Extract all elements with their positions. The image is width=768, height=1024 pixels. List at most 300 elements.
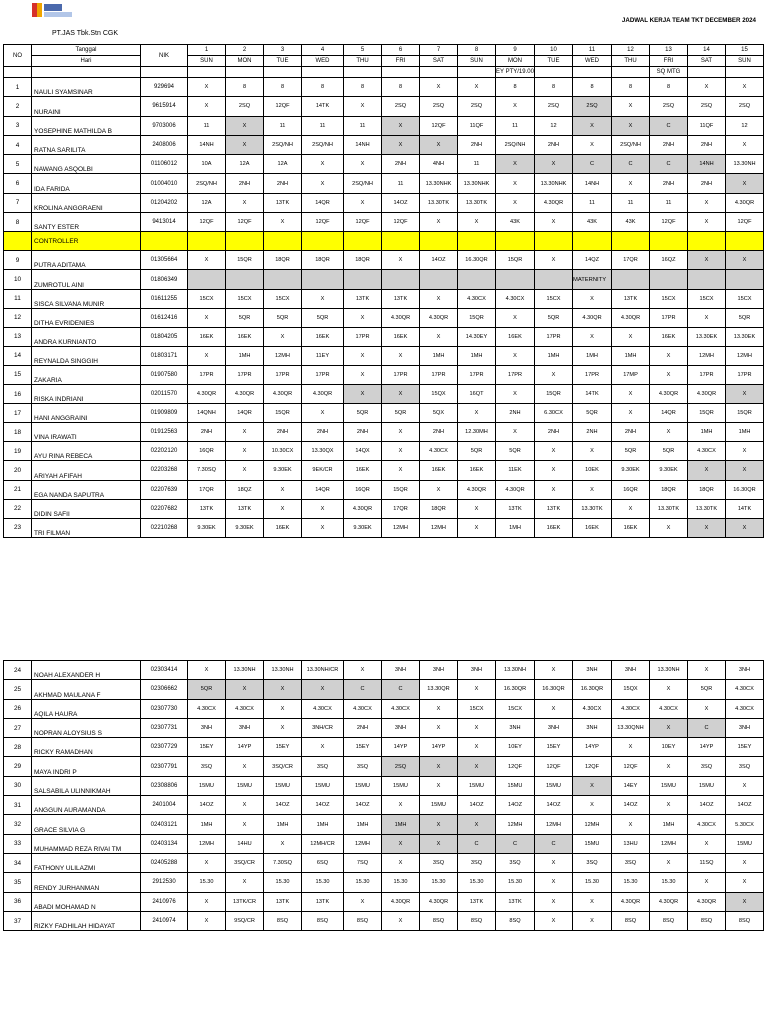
header-note [188, 67, 226, 78]
shift-cell: 3NH [496, 718, 535, 737]
shift-cell: 2SQ [420, 97, 458, 116]
shift-cell: 5.30CX [726, 815, 764, 834]
employee-nik: 01804205 [141, 327, 188, 346]
shift-cell: 14YP [382, 738, 420, 757]
shift-cell: 8 [264, 78, 302, 97]
shift-cell [226, 270, 264, 289]
employee-nik: 02210268 [141, 518, 188, 537]
schedule-row [4, 680, 764, 699]
shift-cell: 4.30CX [573, 699, 612, 718]
shift-cell: X [535, 892, 573, 911]
shift-cell: 4.30CX [650, 699, 688, 718]
shift-cell: X [650, 718, 688, 737]
shift-cell: 13.30QX [302, 442, 344, 461]
employee-name: HANI ANGGRAINI [32, 404, 141, 423]
row-number: 13 [4, 327, 32, 346]
schedule-row [4, 174, 764, 193]
row-number: 32 [4, 815, 32, 834]
shift-cell: 14OZ [382, 193, 420, 212]
schedule-row [4, 442, 764, 461]
shift-cell: 14QZ [573, 251, 612, 270]
shift-cell: 3SQ [302, 757, 344, 776]
shift-cell: 14OZ [344, 796, 382, 815]
shift-cell: 3NH [420, 661, 458, 680]
shift-cell: 14.30EY [458, 327, 496, 346]
shift-cell: 2SQ [382, 757, 420, 776]
row-number: 29 [4, 757, 32, 776]
shift-cell: 3SQ/CR [264, 757, 302, 776]
row-number: 15 [4, 365, 32, 384]
shift-cell: X [344, 661, 382, 680]
shift-cell: 15QR [264, 404, 302, 423]
shift-cell: 14QX [344, 442, 382, 461]
shift-cell: 13.30NHK [420, 174, 458, 193]
shift-cell: 1MH [496, 518, 535, 537]
shift-cell: 11 [344, 116, 382, 135]
shift-cell: X [344, 385, 382, 404]
shift-cell: 2SQ/NH [302, 135, 344, 154]
shift-cell: 2NH [496, 404, 535, 423]
shift-cell: X [302, 155, 344, 174]
shift-cell: 13.30QNH [612, 718, 650, 737]
header-day: SAT [420, 56, 458, 67]
shift-cell: 2SQ [226, 97, 264, 116]
header-date: 5 [344, 45, 382, 56]
shift-cell: 2SQ/NH [612, 135, 650, 154]
row-number: 36 [4, 892, 32, 911]
header-date: 7 [420, 45, 458, 56]
header-note [420, 67, 458, 78]
schedule-row [4, 853, 764, 872]
shift-cell: 15QR [226, 251, 264, 270]
shift-cell: 13TK [382, 289, 420, 308]
shift-cell: X [344, 308, 382, 327]
shift-cell: 14YP [573, 738, 612, 757]
employee-name: ZAKARIA [32, 365, 141, 384]
shift-cell: 2NH [344, 718, 382, 737]
shift-cell: 16QT [458, 385, 496, 404]
shift-cell: 2NH [226, 174, 264, 193]
row-number: 1 [4, 78, 32, 97]
shift-cell: X [382, 251, 420, 270]
shift-cell: 16EK [226, 327, 264, 346]
shift-cell: 12MH [188, 834, 226, 853]
shift-cell: 12QF [420, 116, 458, 135]
shift-cell: X [226, 193, 264, 212]
shift-cell: 3NH [535, 718, 573, 737]
shift-cell: 5QR [496, 442, 535, 461]
shift-cell: 16EK [650, 327, 688, 346]
shift-cell [458, 270, 496, 289]
header-date: 2 [226, 45, 264, 56]
shift-cell: 3NH [726, 661, 764, 680]
shift-cell: 2NH [650, 135, 688, 154]
shift-cell: C [344, 680, 382, 699]
shift-cell: X [688, 213, 726, 232]
shift-cell: 15QR [688, 404, 726, 423]
shift-cell: 15MU [382, 776, 420, 795]
shift-cell: X [458, 499, 496, 518]
employee-nik: 02405288 [141, 853, 188, 872]
shift-cell: X [188, 346, 226, 365]
employee-nik: 2410974 [141, 911, 188, 930]
shift-cell: X [226, 461, 264, 480]
shift-cell: 15CX [650, 289, 688, 308]
shift-cell: 15MU [688, 776, 726, 795]
shift-cell [264, 270, 302, 289]
row-number: 34 [4, 853, 32, 872]
shift-cell: 17PR [420, 365, 458, 384]
shift-cell: X [420, 757, 458, 776]
schedule-row [4, 404, 764, 423]
employee-nik: 02202120 [141, 442, 188, 461]
employee-name: REYNALDA SINGGIH [32, 346, 141, 365]
shift-cell: X [458, 78, 496, 97]
header-day: MON [226, 56, 264, 67]
shift-cell: 6.30CX [535, 404, 573, 423]
shift-cell: 4.30CX [382, 699, 420, 718]
header-date: 13 [650, 45, 688, 56]
shift-cell: 14NH [573, 174, 612, 193]
header-date: 11 [573, 45, 612, 56]
shift-cell: C [688, 718, 726, 737]
employee-name: IDA FARIDA [32, 174, 141, 193]
employee-nik: 02203268 [141, 461, 188, 480]
shift-cell: 3NH [188, 718, 226, 737]
shift-cell: 15.30 [650, 873, 688, 892]
shift-cell: 13.30NH [726, 155, 764, 174]
shift-cell: 17PR [188, 365, 226, 384]
shift-cell: X [420, 289, 458, 308]
shift-cell: 5QR [344, 404, 382, 423]
schedule-row [4, 213, 764, 232]
row-number: 14 [4, 346, 32, 365]
shift-cell: X [496, 155, 535, 174]
header-date: 15 [726, 45, 764, 56]
shift-cell: X [264, 327, 302, 346]
shift-cell: 2SQ/NH [264, 135, 302, 154]
shift-cell: 17QR [382, 499, 420, 518]
row-number: 23 [4, 518, 32, 537]
shift-cell: X [612, 327, 650, 346]
shift-cell: X [612, 174, 650, 193]
schedule-row [4, 718, 764, 737]
shift-cell: 12QF [726, 213, 764, 232]
header-note-cell [141, 67, 188, 78]
shift-cell: 1MH [573, 346, 612, 365]
shift-cell: 9.30EK [344, 518, 382, 537]
shift-cell: 15MU [535, 776, 573, 795]
shift-cell: 1MH [726, 423, 764, 442]
shift-cell: 10EY [496, 738, 535, 757]
schedule-row [4, 289, 764, 308]
row-number: 31 [4, 796, 32, 815]
shift-cell: 7.30SQ [188, 461, 226, 480]
shift-cell: 5QR [382, 404, 420, 423]
shift-cell: 8SQ [650, 911, 688, 930]
schedule-row [4, 385, 764, 404]
employee-nik: 01806349 [141, 270, 188, 289]
shift-cell: X [573, 116, 612, 135]
shift-cell: X [726, 461, 764, 480]
shift-cell: 16.30QR [535, 680, 573, 699]
shift-cell: X [382, 796, 420, 815]
row-number: 9 [4, 251, 32, 270]
shift-cell: 5QX [420, 404, 458, 423]
shift-cell: 9EK/CR [302, 461, 344, 480]
controller-cell [612, 232, 650, 251]
shift-cell: X [382, 442, 420, 461]
schedule-row [4, 518, 764, 537]
shift-cell: 1MH [420, 346, 458, 365]
shift-cell: 15MU [496, 776, 535, 795]
shift-cell: 13.30NH [650, 661, 688, 680]
shift-cell: 14QR [226, 404, 264, 423]
row-number: 5 [4, 155, 32, 174]
shift-cell: 12QF [382, 213, 420, 232]
schedule-row [4, 251, 764, 270]
shift-cell: X [420, 699, 458, 718]
shift-cell: 5QR [458, 442, 496, 461]
shift-cell: X [344, 365, 382, 384]
shift-cell: X [726, 892, 764, 911]
shift-cell: C [458, 834, 496, 853]
shift-cell: 13TK [188, 499, 226, 518]
shift-cell: 15.30 [612, 873, 650, 892]
shift-cell: X [688, 518, 726, 537]
shift-cell: X [458, 680, 496, 699]
employee-nik: 01612416 [141, 308, 188, 327]
shift-cell: X [188, 661, 226, 680]
row-number: 6 [4, 174, 32, 193]
shift-cell: 2NH [458, 135, 496, 154]
employee-nik: 2410976 [141, 892, 188, 911]
shift-cell: 2SQ [726, 97, 764, 116]
shift-cell: 11QF [688, 116, 726, 135]
shift-cell: X [458, 815, 496, 834]
shift-cell: 14OZ [496, 796, 535, 815]
header-note [264, 67, 302, 78]
header-note [458, 67, 496, 78]
shift-cell: 17PR [226, 365, 264, 384]
shift-cell: 12MH/CR [302, 834, 344, 853]
shift-cell: X [420, 718, 458, 737]
schedule-row [4, 815, 764, 834]
shift-cell: 3NH/CR [302, 718, 344, 737]
shift-cell: X [535, 213, 573, 232]
employee-nik: 01912563 [141, 423, 188, 442]
shift-cell: X [573, 135, 612, 154]
shift-cell: 7.30SQ [264, 853, 302, 872]
shift-cell: 18QR [344, 251, 382, 270]
shift-cell: 3NH [573, 718, 612, 737]
shift-cell: X [573, 911, 612, 930]
employee-nik: 02308806 [141, 776, 188, 795]
shift-cell: 12QF [226, 213, 264, 232]
shift-cell: 16EK [458, 461, 496, 480]
shift-cell: X [226, 796, 264, 815]
shift-cell: 4.30CX [420, 442, 458, 461]
shift-cell: 12QF [650, 213, 688, 232]
shift-cell: X [458, 757, 496, 776]
shift-cell: X [688, 193, 726, 212]
shift-cell [688, 270, 726, 289]
shift-cell: 4.30QR [726, 193, 764, 212]
shift-cell: X [344, 892, 382, 911]
shift-cell: X [264, 213, 302, 232]
company-name: PT.JAS Tbk.Stn CGK [52, 30, 119, 37]
schedule-row [4, 327, 764, 346]
header-date: 12 [612, 45, 650, 56]
controller-cell [382, 232, 420, 251]
shift-cell: 2NH [688, 174, 726, 193]
employee-name: SALSABILA ULINNIKMAH [32, 776, 141, 795]
shift-cell: X [458, 718, 496, 737]
shift-cell: 11 [264, 116, 302, 135]
shift-cell: 11 [302, 116, 344, 135]
shift-cell: 1MH [344, 815, 382, 834]
shift-cell: 2SQ [650, 97, 688, 116]
shift-cell: X [188, 251, 226, 270]
shift-cell: 1MH [535, 346, 573, 365]
row-number: 11 [4, 289, 32, 308]
header-note: EY PTY/19.00 [496, 67, 535, 78]
header-date: 3 [264, 45, 302, 56]
shift-cell: 2SQ/NH [188, 174, 226, 193]
employee-name: RICKY RAMADHAN [32, 738, 141, 757]
shift-cell: 8 [344, 78, 382, 97]
shift-cell: X [382, 116, 420, 135]
shift-cell: X [264, 834, 302, 853]
shift-cell: 43K [573, 213, 612, 232]
shift-cell: X [535, 442, 573, 461]
shift-cell: 8 [496, 78, 535, 97]
shift-cell: 2SQ/NH [344, 174, 382, 193]
shift-cell: X [344, 155, 382, 174]
shift-cell: X [726, 873, 764, 892]
shift-cell [382, 270, 420, 289]
employee-nik: 02011570 [141, 385, 188, 404]
shift-cell: 15MU [344, 776, 382, 795]
shift-cell: 16EK [535, 518, 573, 537]
controller-cell [688, 232, 726, 251]
shift-cell: 8SQ [420, 911, 458, 930]
employee-nik: 01907580 [141, 365, 188, 384]
shift-cell: 12MH [535, 815, 573, 834]
shift-cell: X [226, 423, 264, 442]
shift-cell: 4.30CX [458, 289, 496, 308]
shift-cell: 13TK/CR [226, 892, 264, 911]
shift-cell: X [420, 815, 458, 834]
shift-cell: X [535, 461, 573, 480]
header-no: NO [4, 45, 32, 67]
shift-cell: 11 [573, 193, 612, 212]
shift-cell [302, 270, 344, 289]
shift-cell: 5QR [188, 680, 226, 699]
shift-cell: X [535, 911, 573, 930]
shift-cell: 15CX [726, 289, 764, 308]
row-number: 19 [4, 442, 32, 461]
shift-cell: X [726, 385, 764, 404]
shift-cell: 9.30EK [264, 461, 302, 480]
schedule-row [4, 661, 764, 680]
header-day: SUN [458, 56, 496, 67]
shift-cell: 3SQ [688, 757, 726, 776]
header-day: TUE [264, 56, 302, 67]
shift-cell: 17PR [535, 327, 573, 346]
shift-cell: 17PR [726, 365, 764, 384]
shift-cell: X [535, 853, 573, 872]
company-logo [32, 2, 76, 19]
shift-cell: X [612, 385, 650, 404]
shift-cell: X [688, 461, 726, 480]
shift-cell: 4.30QR [226, 385, 264, 404]
shift-cell: 16EK [264, 518, 302, 537]
shift-cell: 12MH [726, 346, 764, 365]
shift-cell: 8 [573, 78, 612, 97]
shift-cell: 4.30CX [726, 699, 764, 718]
shift-cell: 43K [612, 213, 650, 232]
shift-cell: 17QR [188, 480, 226, 499]
shift-cell: X [420, 135, 458, 154]
schedule-row [4, 78, 764, 97]
shift-cell: 12A [226, 155, 264, 174]
employee-nik: 2401004 [141, 796, 188, 815]
shift-cell: 3NH [226, 718, 264, 737]
employee-name: RATNA SARILITA [32, 135, 141, 154]
header-date: 14 [688, 45, 726, 56]
employee-name: RISKA INDRIANI [32, 385, 141, 404]
shift-cell: X [612, 404, 650, 423]
shift-cell: 16EK [573, 518, 612, 537]
shift-cell: 17PR [302, 365, 344, 384]
shift-cell: 11 [496, 116, 535, 135]
shift-cell: 16.30QR [458, 251, 496, 270]
shift-cell: 18QR [688, 480, 726, 499]
shift-cell: 10A [188, 155, 226, 174]
row-number: 16 [4, 385, 32, 404]
employee-nik: 2408006 [141, 135, 188, 154]
shift-cell: 13.30TK [458, 193, 496, 212]
shift-cell: 6SQ [302, 853, 344, 872]
employee-name: AQILA HAURA [32, 699, 141, 718]
shift-cell: 12QF [496, 757, 535, 776]
shift-cell: X [382, 461, 420, 480]
header-nik: NIK [141, 45, 188, 67]
shift-cell: 14OZ [535, 796, 573, 815]
shift-cell: 16EK [382, 327, 420, 346]
shift-cell: 18QR [650, 480, 688, 499]
shift-cell: 16.30QR [573, 680, 612, 699]
shift-cell: 1MH [650, 815, 688, 834]
shift-cell: X [612, 116, 650, 135]
header-day: WED [573, 56, 612, 67]
shift-cell: X [188, 892, 226, 911]
shift-cell: 2NH [302, 423, 344, 442]
employee-nik: 01909809 [141, 404, 188, 423]
shift-cell: 13TK [458, 892, 496, 911]
shift-cell: 5QR [612, 442, 650, 461]
header-note [382, 67, 420, 78]
shift-cell: 2NH [264, 174, 302, 193]
shift-cell: 14TK [302, 97, 344, 116]
schedule-row [4, 480, 764, 499]
shift-cell: 3SQ [344, 757, 382, 776]
header-day: SAT [688, 56, 726, 67]
header-hari: Hari [32, 56, 141, 67]
employee-name: AKHMAD MAULANA F [32, 680, 141, 699]
shift-cell: 15MU [264, 776, 302, 795]
